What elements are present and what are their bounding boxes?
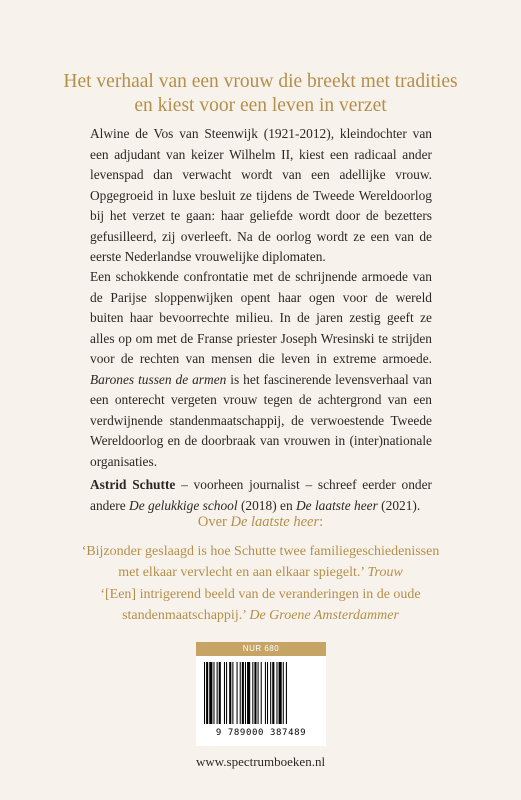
headline <box>40 70 481 118</box>
publisher-website: www.spectrumboeken.nl <box>195 754 326 769</box>
book-title-gelukkige-school: De gelukkige school <box>129 497 238 513</box>
author-year-1: (2018) en <box>237 497 296 513</box>
over-book-title: De laatste heer <box>230 514 320 530</box>
reviews-heading <box>40 512 481 532</box>
quote-2-source: De Groene Amsterdammer <box>249 607 399 623</box>
book-title-laatste-heer: De laatste heer <box>296 497 378 513</box>
nur-code-label: NUR 680 <box>196 642 326 656</box>
headline-line-2: en kiest voor een leven in verzet <box>134 95 387 116</box>
author-year-2: (2021). <box>377 497 421 513</box>
review-quote-2 <box>70 585 451 626</box>
quote-1-text: ‘Bijzonder geslaagd is hoe Schutte twee familiegeschiedenissen met elkaar vervlecht en aan elkaar spiegelt.’ <box>81 544 440 580</box>
blurb-paragraph-2 <box>90 267 432 472</box>
isbn-number: 9 789000 387489 <box>215 728 307 738</box>
review-quote-1 <box>70 542 451 583</box>
author-name: Astrid Schutte <box>90 477 176 492</box>
quote-2-text: ‘[Een] intrigerend beeld van de veranderingen in de oude standenmaatschappij.’ <box>100 587 421 623</box>
book-title-barones: Barones tussen de armen <box>90 371 227 387</box>
blurb-paragraph-1: Alwine de Vos van Steenwijk (1921-2012), kleindochter van een adjudant van keizer Wilhelm II, kiest een radicaal ander levenspad dan verwacht wordt van een adellijke vrouw. Opgegroeid in luxe besluit ze tijdens de Tweede Wereldoorlog bij het verzet te gaan: haar geliefde wordt door de bezetters gefusilleerd, zij overleeft. Na de oorlog wordt ze een van de eerste Nederlandse vrouwelijke diplomaten. <box>90 126 432 264</box>
paragraph-2-text-before: Een schokkende confrontatie met de schrijnende armoede van de Parijse sloppenwijken opent haar ogen voor de wereld buiten haar bevoorrechte milieu. In de jaren zestig geeft ze alles op om met de Franse priester Joseph Wresinski te strijden voor de rechten van mensen die leven in extreme armoede. <box>90 269 432 366</box>
author-bio <box>90 475 432 516</box>
headline-line-1: Het verhaal van een vrouw die breekt met tradities <box>63 71 458 92</box>
isbn-barcode <box>196 656 326 746</box>
over-suffix: : <box>319 514 324 530</box>
over-prefix: Over <box>197 514 231 530</box>
author-description: – voorheen journalist – schreef eerder onder andere <box>90 477 432 513</box>
quote-1-source: Trouw <box>367 564 403 580</box>
paragraph-2-text-after: is het fascinerende levensverhaal van een onterecht vergeten vrouw tegen de achtergrond van een verdwijnende standenmaatschappij, de verwoestende Tweede Wereldoorlog en de doorbraak van vrouwen in (inter)nationale organisaties. <box>90 371 433 469</box>
